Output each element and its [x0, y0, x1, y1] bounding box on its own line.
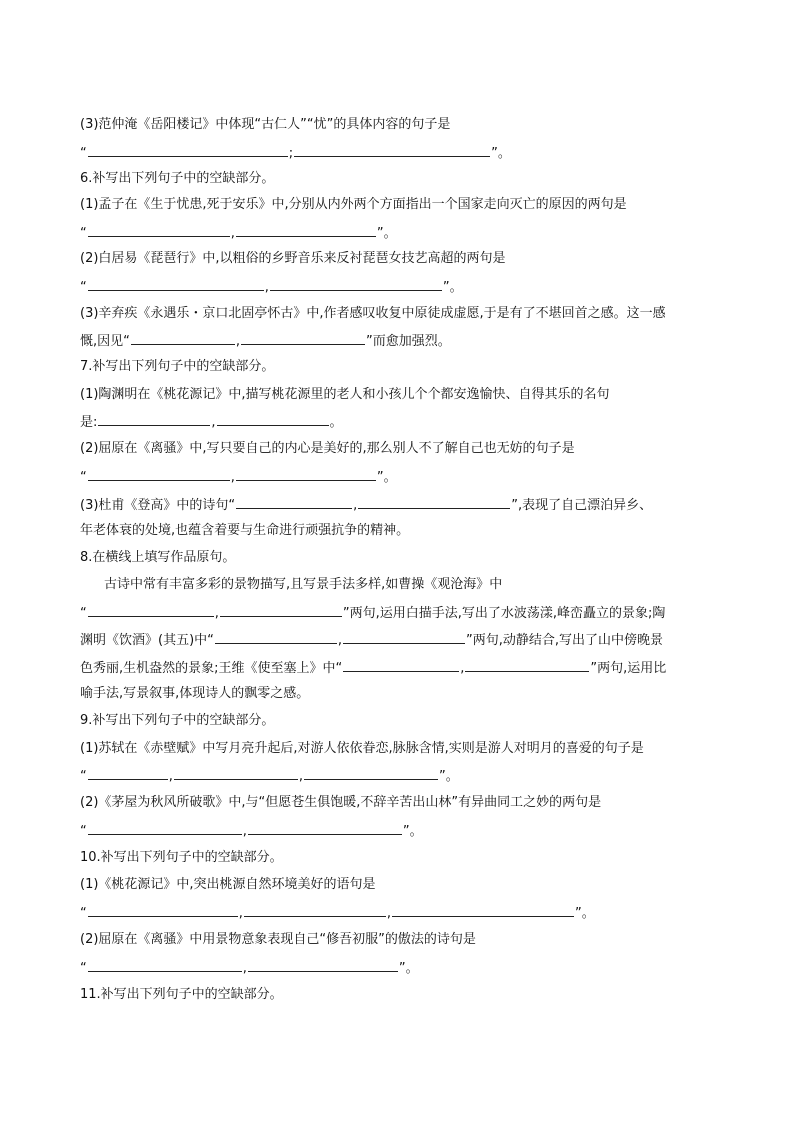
answer-blank[interactable] [343, 630, 465, 644]
line-text: , [230, 226, 235, 241]
answer-blank[interactable] [88, 277, 264, 291]
answer-blank[interactable] [343, 658, 459, 672]
answer-blank[interactable] [88, 903, 238, 917]
text-line [80, 821, 720, 841]
text-line [80, 305, 720, 323]
text-line [80, 250, 720, 268]
line-text: , [264, 280, 269, 295]
line-text: (2)白居易《琵琶行》中,以粗俗的乡野音乐来反衬琵琶女技艺高超的两句是 [80, 251, 506, 266]
line-text: ”,表现了自己漂泊异乡、 [511, 498, 653, 513]
line-text: , [168, 769, 173, 784]
answer-blank[interactable] [241, 331, 365, 345]
line-text: ”而愈加强烈。 [366, 334, 451, 349]
line-text: 10.补写出下列句子中的空缺部分。 [80, 850, 283, 865]
text-line [80, 277, 720, 297]
line-text: ”。 [439, 769, 459, 784]
text-line [80, 358, 720, 376]
line-text: ”。 [376, 226, 397, 241]
line-text: “ [80, 606, 87, 621]
line-text: 7.补写出下列句子中的空缺部分。 [80, 359, 275, 374]
line-text: (3)杜甫《登高》中的诗句“ [80, 498, 236, 513]
line-text: ”。 [376, 470, 397, 485]
text-line [80, 794, 720, 812]
line-text: “ [80, 906, 87, 921]
text-line [104, 576, 744, 594]
line-text: , [211, 415, 216, 430]
line-text: ”两句,运用比 [590, 661, 667, 676]
line-text: (1)《桃花源记》中,突出桃源自然环境美好的语句是 [80, 877, 376, 892]
line-text: (2)屈原在《离骚》中用景物意象表现自己“修吾初服”的傲法的诗句是 [80, 932, 476, 947]
text-line [80, 386, 720, 404]
line-text: ”。 [491, 146, 511, 161]
line-text: “ [80, 146, 87, 161]
line-text: 是: [80, 415, 98, 430]
line-text: ”。 [442, 280, 463, 295]
line-text: ”两句,动静结合,写出了山中傍晚景 [466, 633, 664, 648]
answer-blank[interactable] [392, 903, 574, 917]
answer-blank[interactable] [236, 223, 376, 237]
answer-blank[interactable] [131, 331, 235, 345]
line-text: , [460, 661, 465, 676]
text-line [80, 196, 720, 214]
text-line [80, 712, 720, 730]
line-text: (3)辛弃疾《永遇乐・京口北固亭怀古》中,作者感叹收复中原徒成虚愿,于是有了不堪回首之感。这一感 [80, 306, 666, 321]
line-text: , [235, 334, 241, 349]
line-text: ; [288, 146, 294, 161]
text-line [80, 143, 720, 163]
line-text: “ [80, 961, 87, 976]
text-line [80, 412, 720, 432]
line-text: 色秀丽,生机盎然的景象;王维《使至塞上》中“ [80, 661, 343, 676]
line-text: , [386, 906, 392, 921]
answer-blank[interactable] [88, 467, 230, 481]
answer-blank[interactable] [270, 277, 442, 291]
answer-blank[interactable] [174, 766, 298, 780]
answer-blank[interactable] [88, 766, 168, 780]
line-text: “ [80, 280, 87, 295]
line-text: 古诗中常有丰富多彩的景物描写,且写景手法多样,如曹操《观沧海》中 [104, 577, 503, 592]
answer-blank[interactable] [304, 766, 438, 780]
text-line [80, 116, 720, 134]
text-line [80, 766, 720, 786]
answer-blank[interactable] [88, 821, 242, 835]
text-line [80, 331, 720, 351]
answer-blank[interactable] [88, 603, 214, 617]
answer-blank[interactable] [215, 630, 337, 644]
answer-blank[interactable] [244, 903, 386, 917]
text-line [80, 849, 720, 867]
text-line [80, 603, 720, 623]
line-text: 8.在横线上填写作品原句。 [80, 550, 236, 565]
text-line [80, 931, 720, 949]
answer-blank[interactable] [220, 603, 342, 617]
line-text: , [337, 633, 343, 648]
line-text: “ [80, 470, 87, 485]
text-line [80, 495, 720, 515]
line-text: , [238, 906, 243, 921]
line-text: 9.补写出下列句子中的空缺部分。 [80, 713, 275, 728]
answer-blank[interactable] [248, 821, 402, 835]
text-line [80, 986, 720, 1004]
text-line [80, 903, 720, 923]
text-line [80, 876, 720, 894]
text-line [80, 958, 720, 978]
text-line [80, 522, 720, 540]
line-text: , [214, 606, 219, 621]
line-text: 喻手法,写景叙事,体现诗人的飘零之感。 [80, 686, 310, 701]
line-text: , [353, 498, 358, 513]
line-text: (1)苏轼在《赤壁赋》中写月亮升起后,对游人依依眷恋,脉脉含情,实则是游人对明月的喜爱的句子是 [80, 741, 644, 756]
line-text: (2)《茅屋为秋风所破歌》中,与“但愿苍生俱饱暖,不辞辛苦出山林”有异曲同工之妙的两句是 [80, 795, 602, 810]
line-text: , [242, 961, 247, 976]
answer-blank[interactable] [248, 958, 398, 972]
line-text: 11.补写出下列句子中的空缺部分。 [80, 987, 283, 1002]
line-text: 。 [329, 415, 343, 430]
line-text: ”两句,运用白描手法,写出了水波荡漾,峰峦矗立的景象;陶 [342, 606, 666, 621]
line-text: , [230, 470, 235, 485]
line-text: , [242, 824, 247, 839]
line-text: 渊明《饮酒》(其五)中“ [80, 633, 214, 648]
text-line [80, 440, 720, 458]
line-text: (2)屈原在《离骚》中,写只要自己的内心是美好的,那么别人不了解自己也无妨的句子是 [80, 441, 575, 456]
text-line [80, 170, 720, 188]
line-text: ”。 [575, 906, 595, 921]
line-text: (1)孟子在《生于忧患,死于安乐》中,分别从内外两个方面指出一个国家走向灭亡的原因的两句是 [80, 197, 627, 212]
text-line [80, 223, 720, 243]
line-text: “ [80, 824, 87, 839]
answer-blank[interactable] [358, 495, 510, 509]
answer-blank[interactable] [88, 223, 230, 237]
line-text: , [298, 769, 304, 784]
line-text: (1)陶渊明在《桃花源记》中,描写桃花源里的老人和小孩儿个个都安逸愉快、自得其乐的名句 [80, 387, 610, 402]
text-line [80, 685, 720, 703]
line-text: “ [80, 769, 87, 784]
text-line [80, 630, 720, 650]
text-line [80, 549, 720, 567]
answer-blank[interactable] [98, 412, 210, 426]
answer-blank[interactable] [217, 412, 329, 426]
answer-blank[interactable] [88, 958, 242, 972]
answer-blank[interactable] [294, 143, 490, 157]
text-line [80, 658, 720, 678]
line-text: 年老体衰的处境,也蕴含着要与生命进行顽强抗争的精神。 [80, 523, 410, 538]
text-line [80, 467, 720, 487]
text-line [80, 740, 720, 758]
answer-blank[interactable] [88, 143, 288, 157]
answer-blank[interactable] [236, 495, 352, 509]
line-text: ”。 [398, 961, 419, 976]
line-text: ”。 [402, 824, 423, 839]
answer-blank[interactable] [465, 658, 589, 672]
line-text: 慨,因见“ [80, 334, 130, 349]
line-text: “ [80, 226, 87, 241]
line-text: 6.补写出下列句子中的空缺部分。 [80, 171, 275, 186]
answer-blank[interactable] [236, 467, 376, 481]
line-text: (3)范仲淹《岳阳楼记》中体现“古仁人”“忧”的具体内容的句子是 [80, 117, 451, 132]
